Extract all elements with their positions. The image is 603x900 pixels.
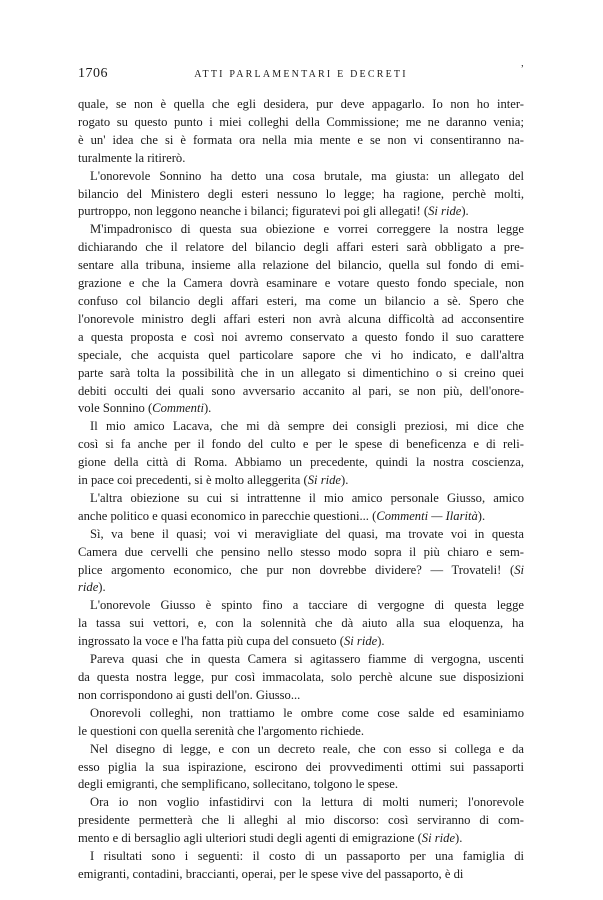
text-line: Nel disegno di legge, e con un decreto reale, che con esso si collega e da [90, 741, 524, 756]
text-line: parte sarà tolta la possibilità che in un allegato si dimentichino o si creino quei [78, 365, 524, 380]
text-line: turalmente la ritirerò. [78, 150, 186, 165]
text-line: anche politico e quasi economico in parecchie questioni... (Commenti — Ilarità). [78, 508, 486, 523]
text-line: L'onorevole Giusso è spinto fino a tacciare di vergogne di questa legge [90, 598, 524, 613]
text-line: è un' idea che si è formata ora nella mia mente e se non vi consentiranno na- [78, 132, 524, 147]
paragraph [78, 168, 524, 222]
text-line: da questa nostra legge, pur così immacolata, solo perchè alcune sue disposizioni [78, 670, 524, 684]
text-line: mento e di bersaglio agli ulteriori studi degli agenti di emigrazione (Si ride). [78, 831, 463, 846]
text-line: ride). [78, 580, 106, 595]
text-line: debiti occulti dei quali sono avversario accanito al pari, se non più, dell'onore- [78, 383, 524, 398]
text-line: Onorevoli colleghi, non trattiamo le ombre come cose salde ed esaminiamo [90, 705, 524, 720]
text-line: presidente permetterà che li alleghi al mio discorso: così serviranno di com- [78, 813, 524, 828]
paragraph [78, 848, 524, 884]
text-line: quale, se non è quella che egli desidera, pur deve appagarlo. Io non ho inter- [78, 97, 524, 111]
text-line: degli emigranti, che semplificano, sollecitano, tolgono le spese. [78, 777, 399, 792]
text-line: Ora io non voglio infastidirvi con la lettura di molti numeri; l'onorevole [90, 795, 524, 810]
text-line: plice argomento economico, che pur non dovrebbe dividere? — Trovateli! (Si [78, 562, 524, 577]
text-line: esso piglia la sua ispirazione, escirono dei provvedimenti ottimi sui passaporti [78, 759, 524, 774]
page-number: 1706 [78, 66, 108, 81]
text-line: le questioni con quella serenità che l'argomento richiede. [78, 723, 364, 738]
paragraph [78, 597, 524, 651]
text-line: confuso col bilancio degli affari esteri, ma come un bilancio a sè. Spero che [78, 293, 524, 308]
paragraph [78, 490, 524, 526]
paragraph [78, 96, 524, 168]
page-header [78, 66, 524, 86]
text-line: l'onorevole ministro degli affari esteri non avrà alcuna difficoltà ad acconsentire [78, 311, 524, 326]
text-line: M'impadronisco di questa sua obiezione e vorrei correggere la nostra legge [90, 222, 524, 237]
paragraph [78, 794, 524, 848]
text-line: Il mio amico Lacava, che mi dà sempre dei consigli preziosi, mi dice che [90, 419, 524, 434]
text-line: in pace coi precedenti, si è molto alleggerita (Si ride). [78, 473, 349, 488]
paragraph [78, 741, 524, 795]
text-line: rogato su questo punto i miei colleghi della Commissione; me ne daranno venia; [78, 114, 524, 129]
text-line: dichiarando che il relatore del bilancio degli affari esteri sarà obbligato a pre- [78, 240, 524, 255]
text-line: non corrispondono ai gusti dell'on. Giusso... [78, 687, 301, 702]
text-line: a questa proposta e così noi avremo conservato a questo fondo il suo carattere [78, 329, 524, 344]
paragraph [78, 221, 524, 418]
text-line: bilancio del Ministero degli esteri nessuno lo legge; ha ragione, perchè molti, [78, 186, 524, 201]
body-text [78, 96, 524, 884]
paragraph [78, 651, 524, 705]
text-line: grazione e che la Camera dovrà esaminare e votare questo fondo speciale, non [78, 276, 524, 291]
paragraph [78, 705, 524, 741]
text-line: L'onorevole Sonnino ha detto una cosa brutale, ma giusta: un allegato del [90, 168, 524, 183]
text-line: vole Sonnino (Commenti). [78, 401, 212, 416]
text-line: I risultati sono i seguenti: il costo di un passaporto per una famiglia di [90, 849, 524, 864]
paragraph [78, 418, 524, 490]
text-line: ingrossato la voce e l'ha fatta più cupa del consueto (Si ride). [78, 634, 385, 649]
text-line: emigranti, contadini, braccianti, operai, per le spese vive del passaporto, è di [78, 866, 464, 881]
text-line: gione della città di Roma. Abbiamo un precedente, quindi la nostra coscienza, [78, 455, 524, 470]
text-line: Camera due cervelli che pensino nello stesso modo sopra il più chiaro e sem- [78, 544, 524, 559]
text-line: sentare alla tribuna, insieme alla relazione del bilancio, quella sul fondo di emi- [78, 258, 524, 273]
ink-mark: ’ [520, 64, 524, 75]
text-line: Sì, va bene il quasi; voi vi meravigliate del quasi, ma trovate voi in questa [90, 526, 524, 541]
paragraph [78, 526, 524, 598]
text-line: così si fa anche per il fondo del culto e per le spese di beneficenza e di reli- [78, 437, 524, 452]
text-line: speciale, che acquista quel particolare sapore che vi ho indicato, e dall'altra [78, 347, 524, 362]
running-title: ATTI PARLAMENTARI E DECRETI [194, 69, 408, 80]
text-line: la tassa sui vettori, e, con la solennità che dà aiuto alla sua eloquenza, ha [78, 616, 524, 631]
text-line: Pareva quasi che in questa Camera si agitassero fiamme di vergogna, uscenti [90, 652, 524, 667]
text-line: L'altra obiezione su cui si intrattenne il mio amico personale Giusso, amico [90, 490, 524, 505]
text-line: purtroppo, non leggono neanche i bilanci; figuratevi poi gli allegati! (Si ride). [78, 204, 469, 219]
